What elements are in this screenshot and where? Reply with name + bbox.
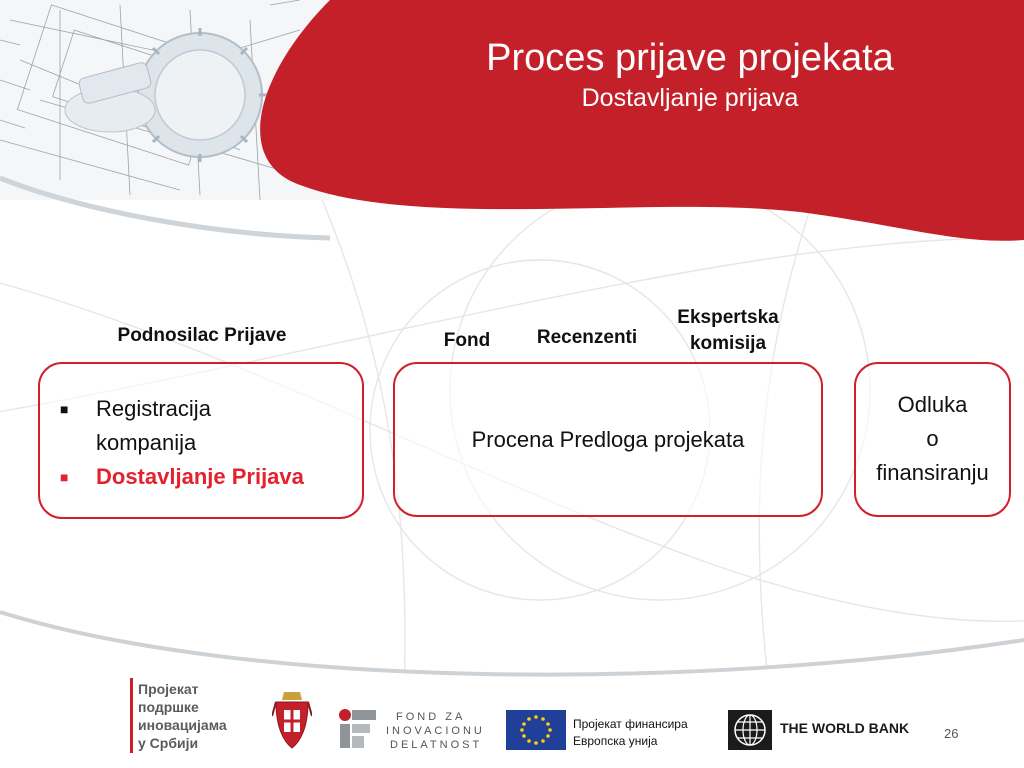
fond-name: FOND ZA INOVACIONU DELATNOST <box>386 711 485 751</box>
label-fund: Fond <box>443 330 491 351</box>
square-bullet-icon: ■ <box>60 469 69 485</box>
applicant-steps-list <box>40 392 362 494</box>
list-item-registration: ■ Registracija kompanija <box>40 392 362 460</box>
slide-subtitle: Dostavljanje prijava <box>581 84 799 112</box>
evaluation-text: Procena Predloga projekata <box>471 426 745 452</box>
applicant-box <box>38 362 364 519</box>
eu-flag-icon <box>506 710 566 750</box>
label-expert-committee <box>660 305 796 357</box>
label-reviewers: Recenzenti <box>536 327 638 348</box>
slide-title: Proces prijave projekata <box>486 37 894 79</box>
list-item-submission: ■ Dostavljanje Prijava <box>40 460 362 494</box>
square-bullet-icon: ■ <box>60 401 69 417</box>
label-applicant: Podnosilac Prijave <box>117 325 287 346</box>
footer-divider <box>130 678 133 753</box>
title-block <box>430 36 950 114</box>
eu-funding-text: Пројекат финансира Европска унија <box>573 717 688 748</box>
evaluation-box <box>393 362 823 517</box>
decision-box <box>854 362 1011 517</box>
world-bank-name: THE WORLD BANK <box>780 720 910 736</box>
decision-text: Odluka o finansiranju <box>876 392 989 485</box>
label-expert-line2: komisija <box>689 333 767 354</box>
page-number: 26 <box>944 726 959 741</box>
label-expert-line1: Ekspertska <box>677 307 779 328</box>
project-title-sr: Пројекат подршке иновацијама у Србији <box>138 681 227 751</box>
fond-logo-icon <box>336 706 378 750</box>
serbia-coat-of-arms-icon <box>272 688 312 754</box>
world-bank-globe-icon <box>728 710 772 750</box>
